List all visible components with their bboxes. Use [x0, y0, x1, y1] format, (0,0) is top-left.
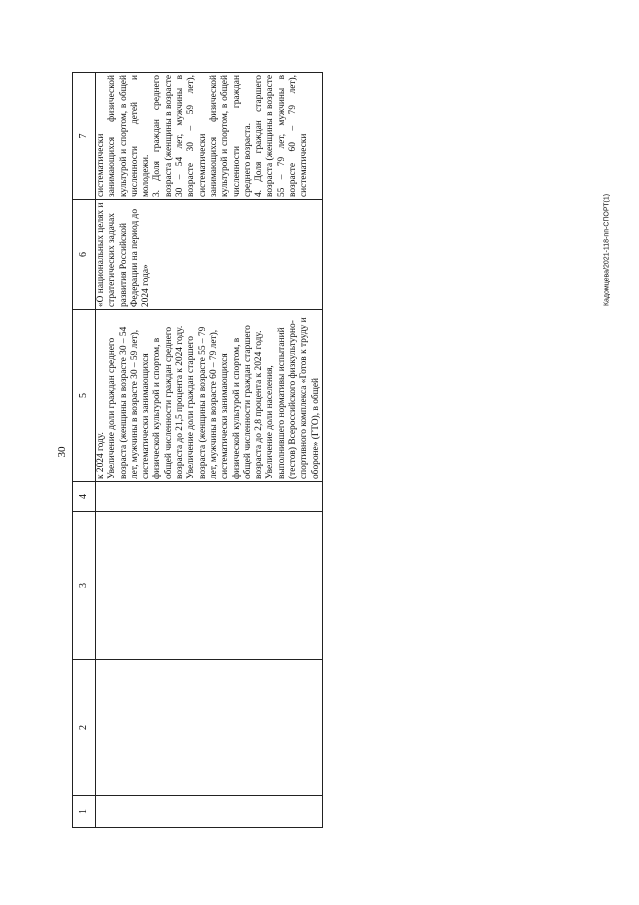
- cell-basis: «О национальных целях и стратегических задачах развития Российской Федерации на период до 2024 года»: [96, 200, 323, 310]
- cell-col4: [96, 482, 323, 512]
- cell-targets: к 2024 году. Увеличение доли граждан среднего возраста (женщины в возрасте 30 – 54 лет, мужчины в возрасте 30 – 59 лет), систематически занимающихся физической культурой и спортом, в общей численности граждан среднего возраста до 21,5 процента к 2024 году. Увеличение доли граждан старшего возраста (женщины в возрасте 55 – 79 лет, мужчины в возрасте 60 – 79 лет), систематически занимающихся физической культурой и спортом, в общей численности граждан старшего возраста до 2,8 процента к 2024 году. Увеличение доли населения, выполнившего нормативы испытаний (тестов) Всероссийского физкультурно-спортивного комплекса «Готов к труду и обороне» (ГТО), в общей: [96, 310, 323, 482]
- table-header-row: [73, 73, 96, 828]
- table-row: [96, 73, 323, 828]
- column-header-7: 7: [73, 73, 96, 200]
- column-header-3: 3: [73, 512, 96, 660]
- cell-indicators: систематически занимающихся физической культурой и спортом, в общей численности детей и молодежи. 3. Доля граждан среднего возраста (женщины в возрасте 30 – 54 лет, мужчины в возрасте 30 – 59 лет), систематически занимающихся физической культурой и спортом, в общей численности граждан среднего возраста. 4. Доля граждан старшего возраста (женщины в возрасте 55 – 79 лет, мужчины в возрасте 60 – 79 лет), систематически: [96, 73, 323, 200]
- rotated-table-container: [72, 73, 321, 828]
- program-table: [72, 72, 323, 828]
- column-header-5: 5: [73, 310, 96, 482]
- cell-col3: [96, 512, 323, 660]
- page-number: 30: [56, 446, 68, 458]
- column-header-4: 4: [73, 482, 96, 512]
- cell-col2: [96, 660, 323, 796]
- column-header-6: 6: [73, 200, 96, 310]
- cell-col1: [96, 796, 323, 828]
- column-header-1: 1: [73, 796, 96, 828]
- document-code: [597, 150, 617, 350]
- document-code-text: Кадомцева/2021-118-пп-СПОРТ(1): [603, 193, 611, 307]
- column-header-2: 2: [73, 660, 96, 796]
